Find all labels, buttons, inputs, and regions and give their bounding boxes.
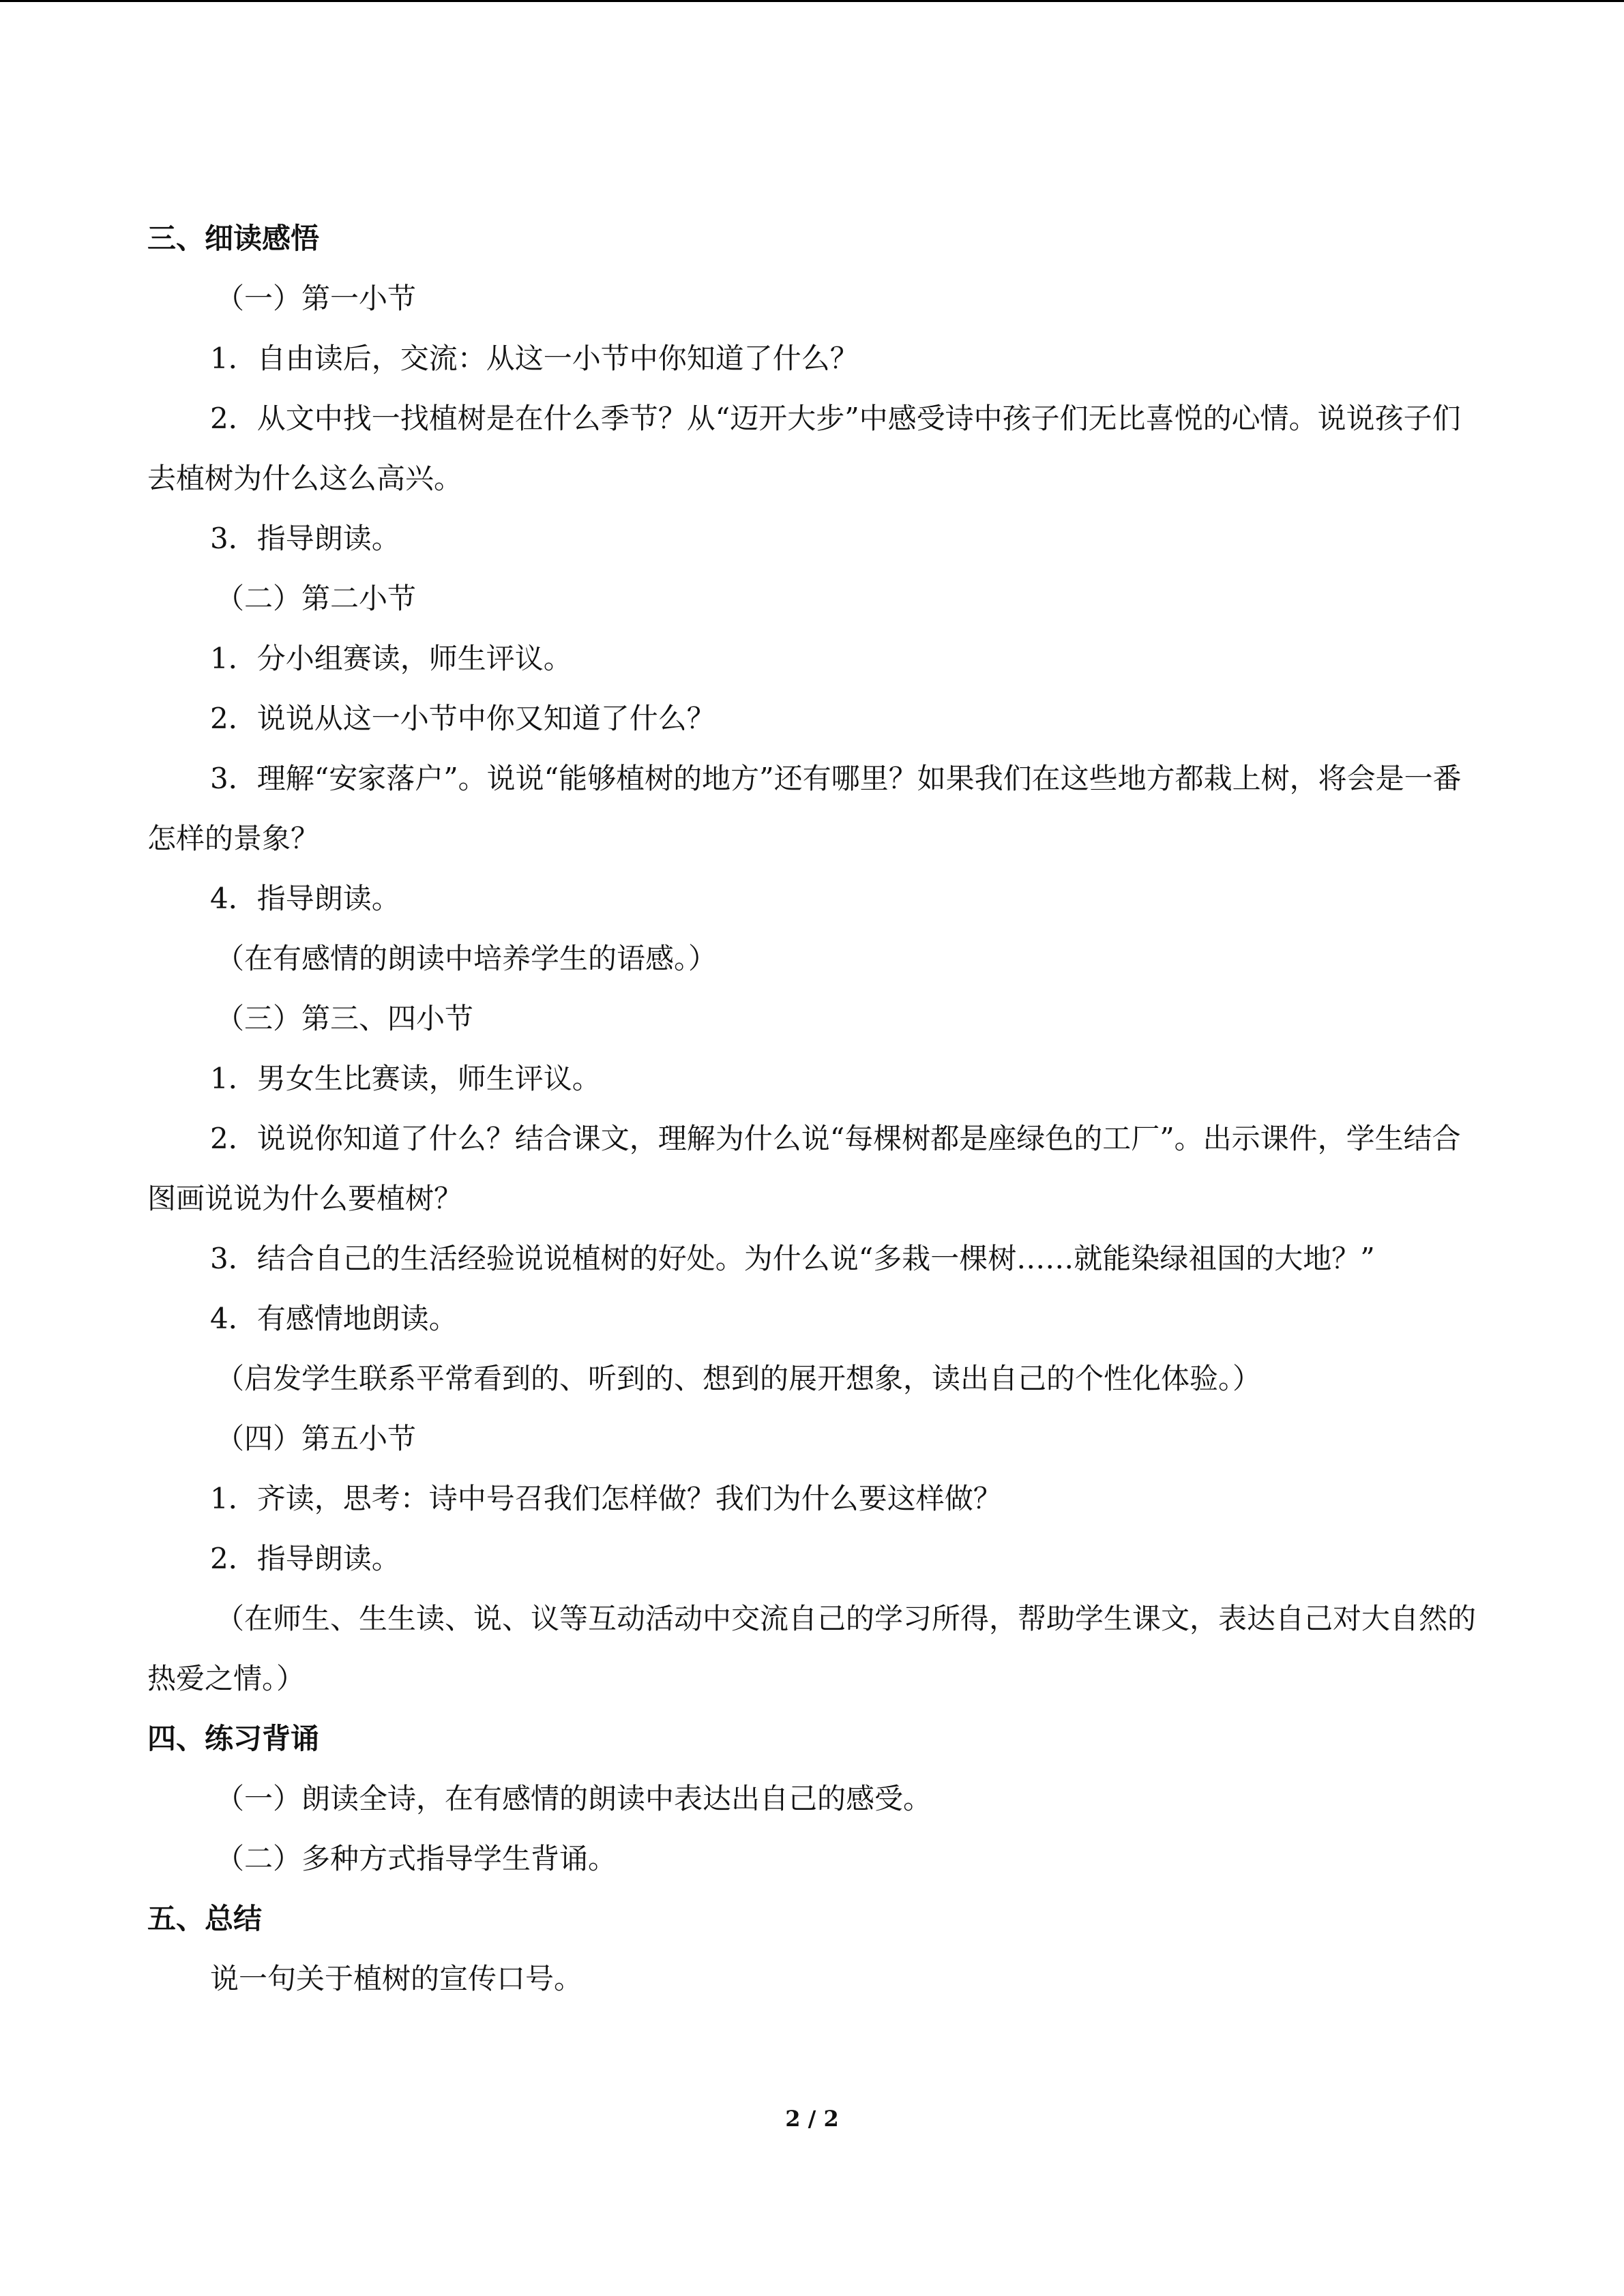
subsection-heading-1: （一）第一小节 — [216, 282, 417, 315]
paragraph: 1．分小组赛读，师生评议。 — [210, 642, 572, 675]
paragraph: 2．从文中找一找植树是在什么季节？从“迈开大步”中感受诗中孩子们无比喜悦的心情。说说孩子们去植树为什么这么高兴。 — [147, 402, 1461, 495]
top-border-rule — [0, 0, 1624, 2]
document-body — [147, 209, 1477, 2009]
section-heading-5: 五、总结 — [147, 1902, 263, 1935]
page-number: 2 / 2 — [785, 2106, 839, 2132]
paragraph: 1．自由读后，交流：从这一小节中你知道了什么？ — [210, 342, 859, 375]
paragraph: （一）朗读全诗，在有感情的朗读中表达出自己的感受。 — [216, 1782, 932, 1815]
paragraph: 4．有感情地朗读。 — [210, 1302, 458, 1335]
section-heading-4: 四、练习背诵 — [147, 1722, 320, 1755]
paragraph: 1．齐读，思考：诗中号召我们怎样做？我们为什么要这样做？ — [210, 1482, 1002, 1515]
paragraph: 说一句关于植树的宣传口号。 — [210, 1962, 583, 1995]
paragraph: 2．指导朗读。 — [210, 1542, 400, 1575]
paragraph: 3．指导朗读。 — [210, 522, 400, 555]
paragraph: 3．结合自己的生活经验说说植树的好处。为什么说“多栽一棵树……就能染绿祖国的大地？” — [210, 1242, 1375, 1275]
teaching-note: （启发学生联系平常看到的、听到的、想到的展开想象，读出自己的个性化体验。） — [216, 1362, 1262, 1395]
paragraph: 4．指导朗读。 — [210, 882, 400, 915]
subsection-heading-2: （二）第二小节 — [216, 582, 417, 615]
subsection-heading-3: （三）第三、四小节 — [216, 1002, 474, 1035]
paragraph: 2．说说你知道了什么？结合课文，理解为什么说“每棵树都是座绿色的工厂”。出示课件，学生结合图画说说为什么要植树？ — [147, 1122, 1461, 1215]
teaching-note: （在师生、生生读、说、议等互动活动中交流自己的学习所得，帮助学生课文，表达自己对大自然的热爱之情。） — [147, 1602, 1477, 1695]
teaching-note: （在有感情的朗读中培养学生的语感。） — [216, 942, 718, 975]
paragraph: 2．说说从这一小节中你又知道了什么？ — [210, 702, 715, 735]
paragraph: 1．男女生比赛读，师生评议。 — [210, 1062, 601, 1095]
paragraph: （二）多种方式指导学生背诵。 — [216, 1842, 617, 1875]
section-heading-3: 三、细读感悟 — [147, 222, 320, 255]
subsection-heading-4: （四）第五小节 — [216, 1422, 417, 1455]
paragraph: 3．理解“安家落户”。说说“能够植树的地方”还有哪里？如果我们在这些地方都栽上树，将会是一番怎样的景象？ — [147, 762, 1462, 855]
